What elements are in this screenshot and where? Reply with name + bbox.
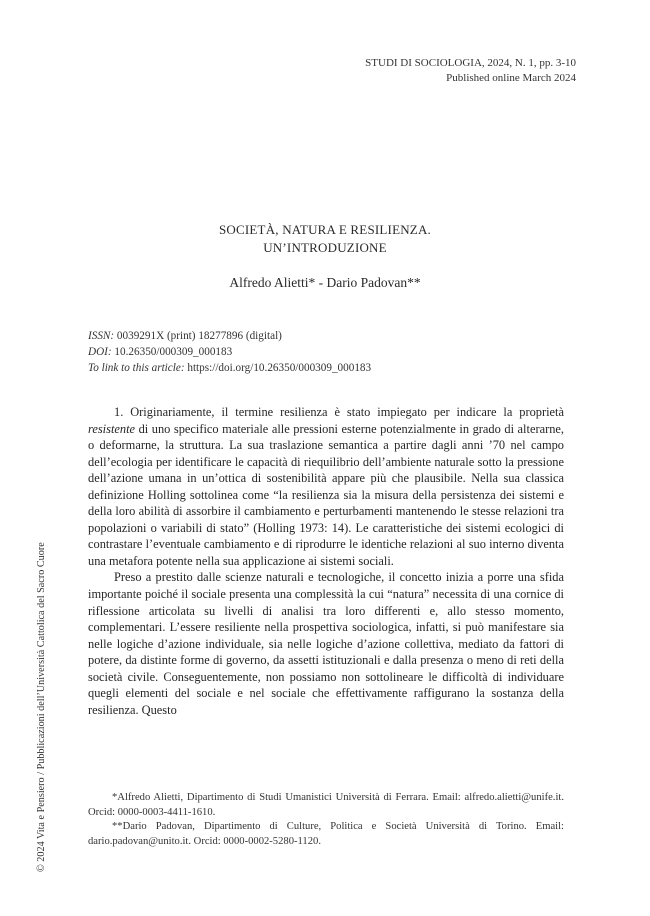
doi-value: 10.26350/000309_000183 <box>111 346 233 358</box>
article-link-url[interactable]: https://doi.org/10.26350/000309_000183 <box>184 362 372 374</box>
publication-date: Published online March 2024 <box>446 72 576 84</box>
article-title <box>0 221 650 257</box>
doi-label: DOI: <box>88 346 112 358</box>
article-link-label: To link to this article: <box>88 362 185 374</box>
body-paragraph-1 <box>88 404 564 569</box>
footnote-author-2: **Dario Padovan, Dipartimento di Culture, Politica e Società Università di Torino. Email: dario.padovan@unito.it. Orcid: 0000-0002-5280-1120. <box>88 821 564 847</box>
emphasis-resistente: resistente <box>88 421 136 436</box>
footnotes <box>88 791 564 849</box>
journal-citation: STUDI DI SOCIOLOGIA, 2024, N. 1, pp. 3-10 <box>365 57 576 69</box>
copyright-text: © 2024 Vita e Pensiero / Pubblicazioni dell’Università Cattolica del Sacro Cuore <box>36 542 47 872</box>
footnote-author-1: *Alfredo Alietti, Dipartimento di Studi Umanistici Università di Ferrara. Email: alfredo.alietti@unife.it. Orcid: 0000-0003-4411-1610. <box>88 792 564 818</box>
title-line-1: SOCIETÀ, NATURA E RESILIENZA. <box>219 222 431 237</box>
article-body <box>88 404 564 718</box>
body-paragraph-2: Preso a prestito dalle scienze naturali e tecnologiche, il concetto inizia a porre una sfida importante poiché il sociale presenta una complessità la cui “natura” necessita di una cornice di riflessione articolata su livelli di analisi tra loro differenti e, allo stesso momento, complementari. L’essere resiliente nella prospettiva sociologica, infatti, si può manifestare sia nelle logiche d’azione individuale, sia nelle logiche d’azione collettiva, mediato da fattori di potere, da distinte forme di governo, da assetti istituzionali e dalla presenza o meno di reti della società civile. Conseguentemente, non possiamo non sottolineare le difficoltà di individuare quegli elementi del sociale e nel sociale che effettivamente raffigurano la sostanza della resilienza. Questo <box>88 570 564 717</box>
article-metadata <box>88 328 371 376</box>
journal-header <box>365 56 576 86</box>
doi-line <box>88 344 371 360</box>
author-list: Alfredo Alietti* - Dario Padovan** <box>229 275 421 290</box>
title-line-2: UN’INTRODUZIONE <box>263 240 387 255</box>
paragraph-1-rest: di uno specifico materiale alle pressioni esterne potenzialmente in grado di alterarne, o deformarne, la struttura. La sua traslazione semantica a partire dagli anni ’70 nel campo dell’ecologia per identificare le capacità di riequilibrio dell’ambiente naturale sotto la pressione dell’azione umana in un’ottica di sostenibilità appare più che plausibile. Nella sua classica definizione Holling sottolinea come “la resilienza sia la misura della persistenza dei sistemi e della loro abilità di assorbire il cambiamento e perturbamenti mantenendo le stesse relazioni tra popolazioni o variabili di stato” (Holling 1973: 14). Le caratteristiche dei sistemi ecologici di contrastare l’eventuale cambiamento e di riprodurre le identiche relazioni al suo interno diventa una metafora potente nella sua applicazione ai sistemi sociali. <box>88 421 564 568</box>
issn-label: ISSN: <box>88 330 115 342</box>
article-link-line <box>88 360 371 376</box>
issn-value: 0039291X (print) 18277896 (digital) <box>114 330 282 342</box>
issn-line <box>88 328 371 344</box>
paragraph-1-start: 1. Originariamente, il termine resilienza è stato impiegato per indicare la proprietà <box>114 405 564 419</box>
